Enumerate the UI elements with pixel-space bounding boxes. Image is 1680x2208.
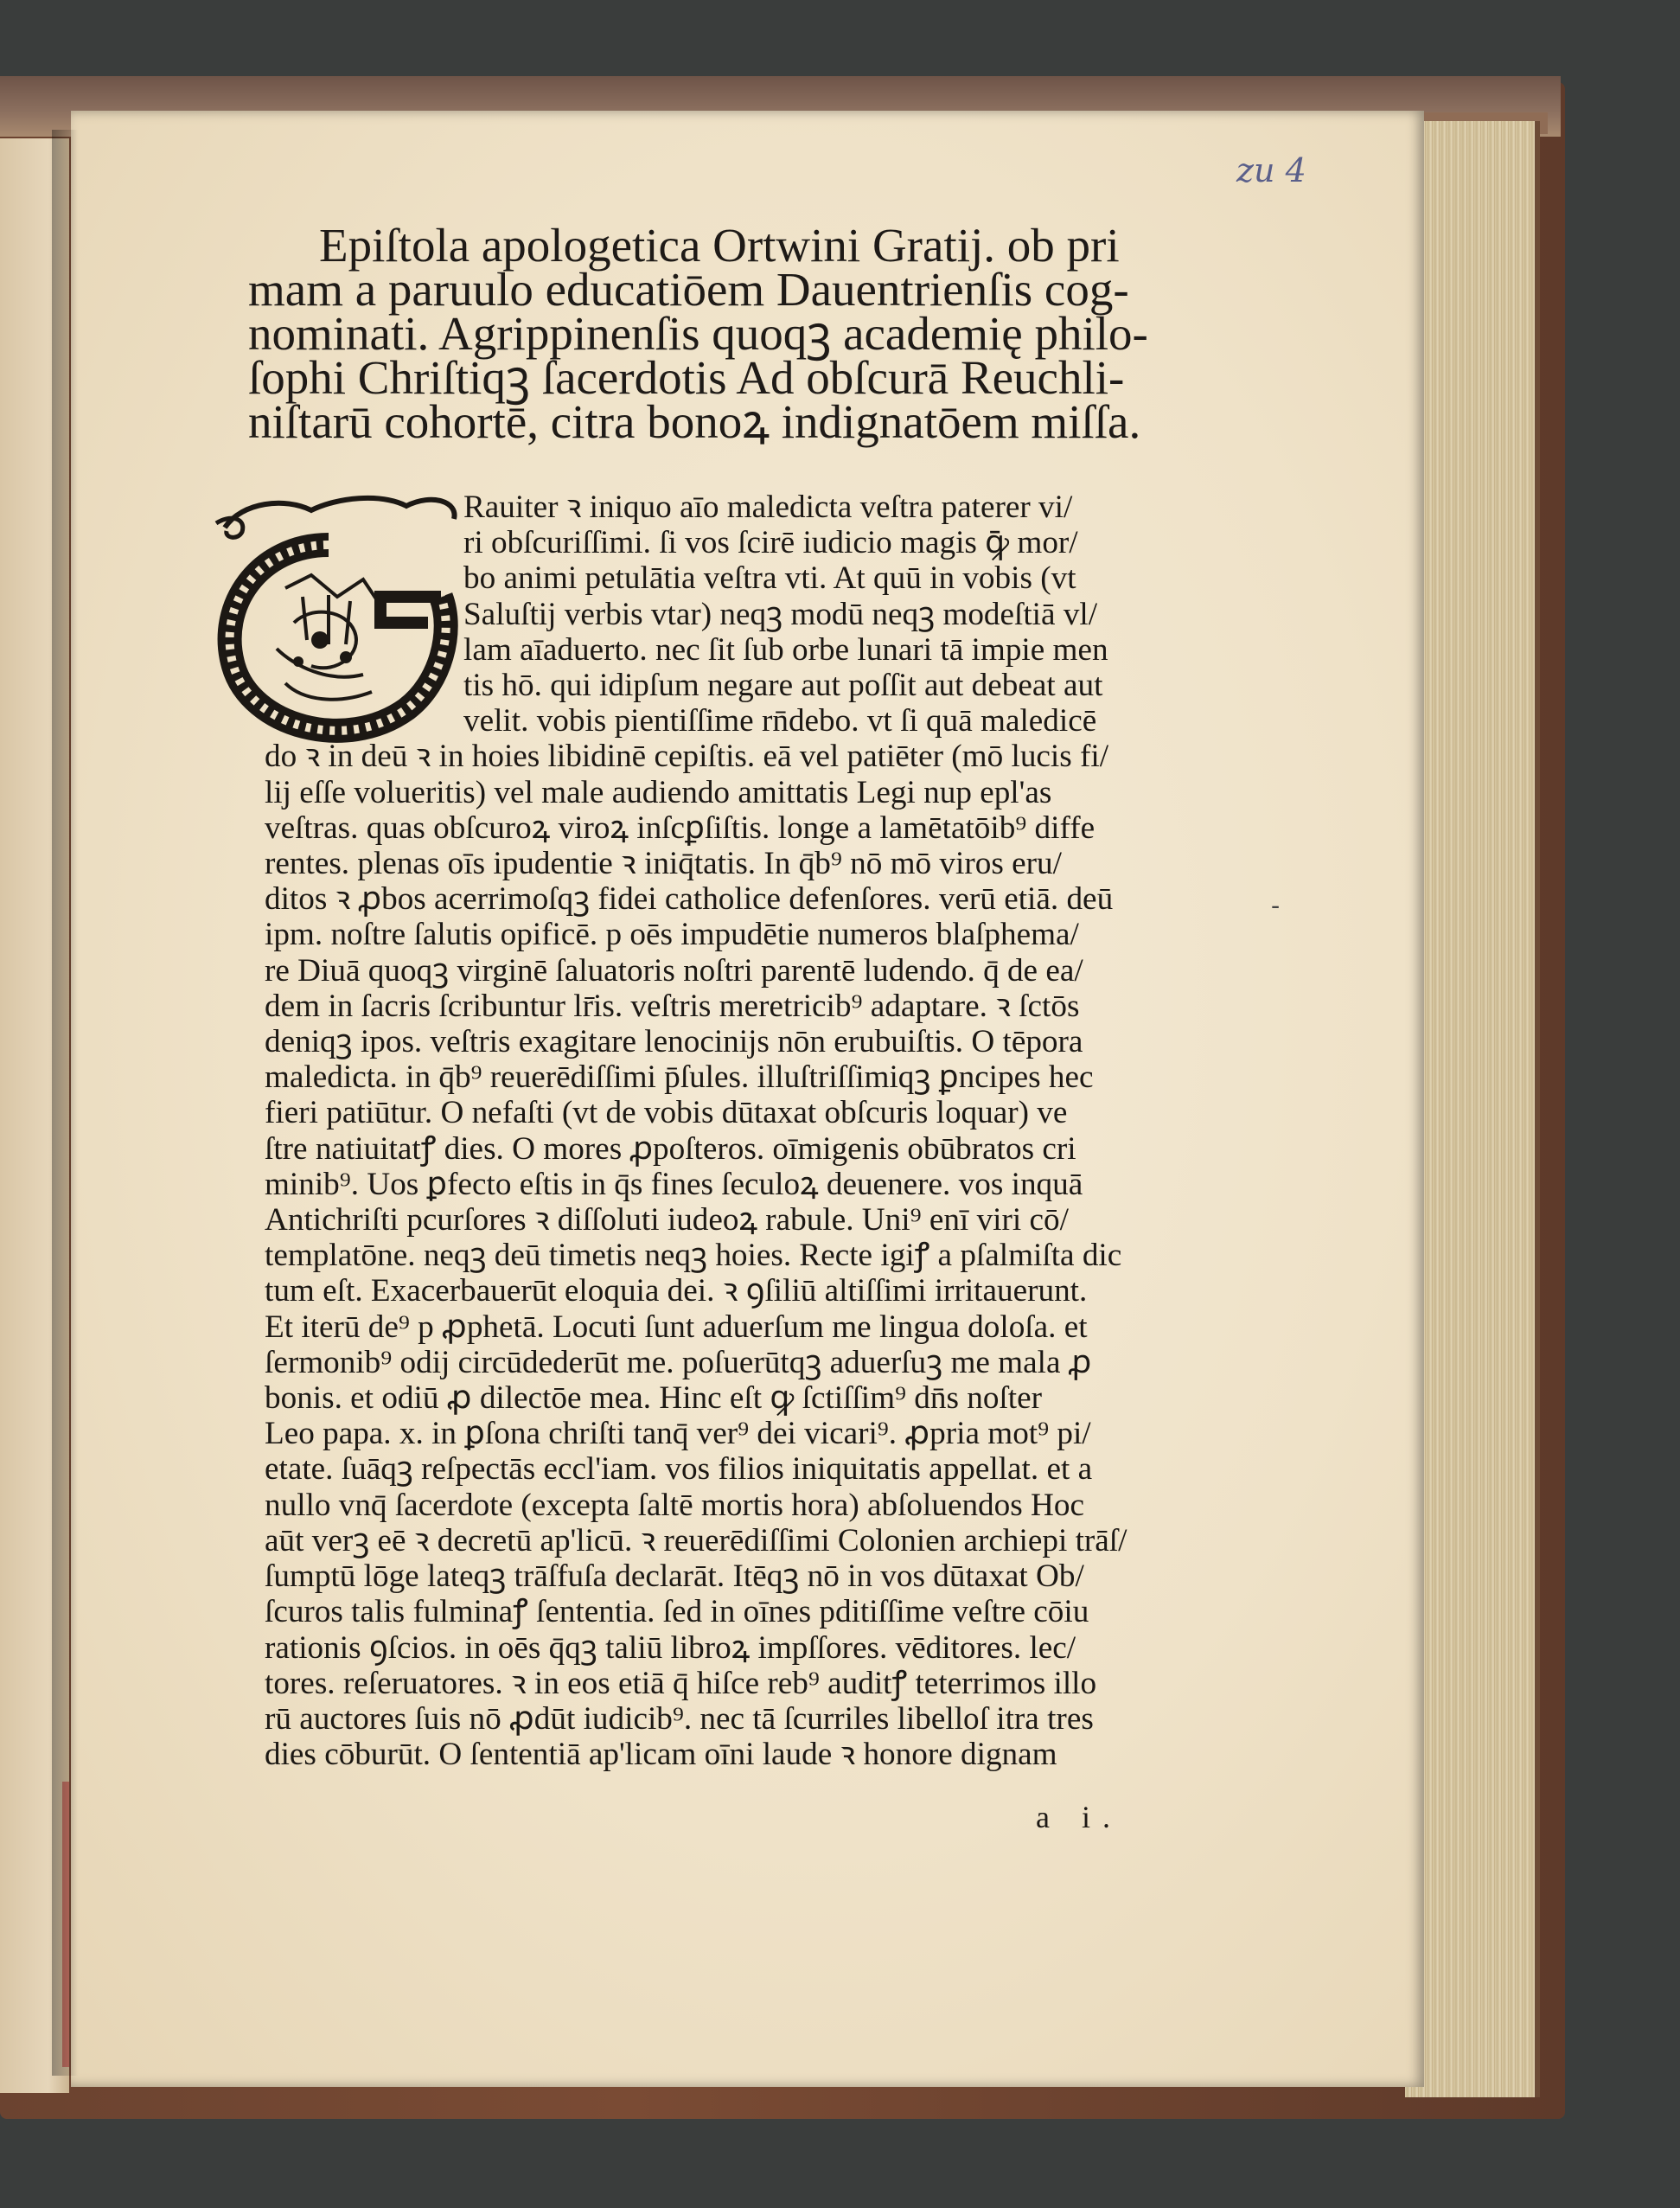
text-line: veſtras. quas obſcuroꝝ viroꝝ inſcꝑſiſtis. longe a lamētatōib⁹ diffe xyxy=(265,810,1096,846)
text-line: lam aīaduerto. nec ſit ſub orbe lunari tā impie men xyxy=(463,631,1108,668)
text-line: re Diuā quoqꝫ virginē ſaluatoris noſtri parentē ludendo. q̄ de ea/ xyxy=(265,952,1083,989)
text-line: ſcuros talis fulminaꝭ ſententia. ſed in oīnes pditiſſime veſtre cōiu xyxy=(265,1594,1089,1630)
text-line: velit. vobis pientiſſime rn̄debo. vt ſi quā maledicē xyxy=(463,703,1097,739)
text-line: Leo papa. x. in ꝑſona chriſti tanq̄ ver⁹ dei vicari⁹. ꝓpria mot⁹ pi/ xyxy=(265,1416,1091,1452)
title-line: mam a paruulo educatiōem Dauentrienſis cog- xyxy=(248,263,1129,316)
text-line: Saluſtij verbis vtar) neqꝫ modū neqꝫ modeſtiā vl/ xyxy=(463,596,1098,632)
text-line: Antichriſti pcurſores ꝛ diſſoluti iudeoꝝ rabule. Uni⁹ enī viri cō/ xyxy=(265,1202,1069,1238)
text-line: maledicta. in q̄b⁹ reuerēdiſſimi p̄ſules. illuſtriſſimiqꝫ ꝑncipes hec xyxy=(265,1059,1094,1096)
text-line: bo animi petulātia veſtra vti. At quū in vobis (vt xyxy=(463,560,1076,597)
text-line: minib⁹. Uos ꝑfecto eſtis in q̄s fines ſeculoꝝ deuenere. vos inquā xyxy=(265,1166,1083,1202)
epistle-title xyxy=(248,219,1182,448)
title-line: Epiſtola apologetica Ortwini Gratij. ob pri xyxy=(319,219,1120,272)
gutter-shadow xyxy=(52,130,78,2076)
title-line: ſophi Chriſtiqꝫ ſacerdotis Ad obſcurā Reuchli- xyxy=(248,351,1125,404)
text-line: tis hō. qui idipſum negare aut poſſit aut debeat aut xyxy=(463,668,1103,704)
text-line: dem in ſacris ſcribuntur lr̄is. veſtris meretricib⁹ adaptare. ꝛ ſctōs xyxy=(265,988,1080,1024)
text-line: dies cōburūt. O ſententiā ap'licam oīni laude ꝛ honore dignam xyxy=(265,1737,1057,1773)
text-line: aūt verꝫ eē ꝛ decretū ap'licū. ꝛ reuerēdiſſimi Colonien archiepi trāſ/ xyxy=(265,1522,1127,1558)
text-line: nullo vnq̄ ſacerdote (excepta ſaltē mortis hora) abſoluendos Hoc xyxy=(265,1487,1084,1523)
text-line: Rauiter ꝛ iniquo aīo maledicta veſtra paterer vi/ xyxy=(463,490,1073,525)
pencil-folio-note: zu 4 xyxy=(1236,151,1306,189)
text-line: fieri patiūtur. O nefaſti (vt de vobis dūtaxat obſcuris loquar) ve xyxy=(265,1095,1068,1131)
body-text xyxy=(265,490,1179,1772)
text-line: rū auctores ſuis nō ꝓdūt iudicib⁹. nec tā ſcurriles libelloſ itra tres xyxy=(265,1700,1094,1737)
signature-mark: a i. xyxy=(1036,1800,1122,1834)
text-line: ipm. noſtre ſalutis opificē. p oēs impudētie numeros blaſphema/ xyxy=(265,917,1079,953)
text-line: lij eſſe volueritis) vel male audiendo amittatis Legi nup epl'as xyxy=(265,774,1052,810)
text-line: deniqꝫ ipos. veſtris exagitare lenocinijs nōn erubuiſtis. O tēpora xyxy=(265,1024,1083,1060)
text-line: do ꝛ in deū ꝛ in hoies libidinē cepiſtis. eā vel patiēter (mō lucis fi/ xyxy=(265,739,1109,775)
text-line: bonis. et odiū ꝓ dilectōe mea. Hinc eſt ꝙ ſctiſſim⁹ dn̄s noſter xyxy=(265,1380,1043,1417)
margin-dash: - xyxy=(1271,891,1281,921)
text-line: ſumptū lōge lateqꝫ trāſfuſa declarāt. Itēqꝫ nō in vos dūtaxat Ob/ xyxy=(265,1558,1084,1595)
title-line: niſtarū cohortē, citra bonoꝝ indignatōem miſſa. xyxy=(248,395,1141,448)
text-line: tum eſt. Exacerbauerūt eloquia dei. ꝛ ꝯſiliū altiſſimi irritauerunt. xyxy=(265,1273,1088,1309)
text-line: rentes. plenas oīs ipudentie ꝛ iniq̄tatis. In q̄b⁹ nō mō viros eru/ xyxy=(265,846,1062,882)
text-line: ſermonib⁹ odij circūdederūt me. poſuerūtqꝫ aduerſuꝫ me mala ꝓ xyxy=(265,1344,1092,1380)
text-line: Et iterū de⁹ p ꝓphetā. Locuti ſunt aduerſum me lingua doloſa. et xyxy=(265,1309,1088,1345)
title-line: nominati. Agrippinenſis quoqꝫ academię philo- xyxy=(248,307,1148,360)
text-line: rationis ꝯſcios. in oēs q̄qꝫ taliū libroꝝ impſſores. vēditores. lec/ xyxy=(265,1629,1076,1666)
text-line: ſtre natiuitatꝭ dies. O mores ꝓpoſteros. oīmigenis obūbratos cri xyxy=(265,1130,1076,1167)
text-line: templatōne. neqꝫ deū timetis neqꝫ hoies. Recte igiꝭ a pſalmiſta dic xyxy=(265,1238,1122,1274)
text-line: ri obſcuriſſimi. ſi vos ſcirē iudicio magis ꝙ̄ mor/ xyxy=(463,525,1078,561)
text-line: etate. ſuāqꝫ reſpectās eccl'iam. vos filios iniquitatis appellat. et a xyxy=(265,1451,1093,1488)
text-line: ditos ꝛ ꝓbos acerrimoſqꝫ fidei catholice defenſores. verū etiā. deū xyxy=(265,881,1114,918)
text-line: tores. reſeruatores. ꝛ in eos etiā q̄ hiſce reb⁹ auditꝭ teterrimos illo xyxy=(265,1665,1097,1701)
page-block-edge xyxy=(1405,121,1540,2097)
